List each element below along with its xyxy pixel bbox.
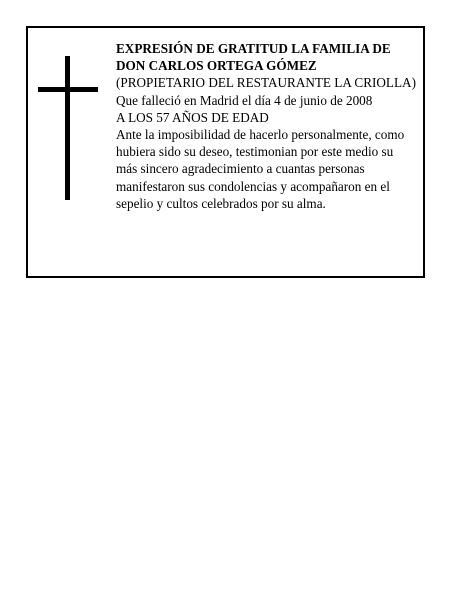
notice-subtitle: (PROPIETARIO DEL RESTAURANTE LA CRIOLLA) <box>116 75 416 91</box>
cross-horizontal-bar <box>38 87 98 92</box>
cross-vertical-bar <box>65 56 70 200</box>
death-line: Que falleció en Madrid el día 4 de junio de 2008 <box>116 92 373 108</box>
notice-body: Ante la imposibilidad de hacerlo personalmente, como hubiera sido su deseo, testimonian por este medio su más sincero agradecimiento a cuantas personas manifestaron sus condolencias y acompañaron en el sepelio y cultos celebrados por su alma. <box>116 127 405 211</box>
cross-icon <box>38 56 98 200</box>
notice-heading: EXPRESIÓN DE GRATITUD LA FAMILIA DE DON CARLOS ORTEGA GÓMEZ <box>116 41 391 74</box>
notice-text <box>116 40 416 212</box>
gratitude-notice <box>26 26 425 278</box>
age-line: A LOS 57 AÑOS DE EDAD <box>116 109 269 125</box>
